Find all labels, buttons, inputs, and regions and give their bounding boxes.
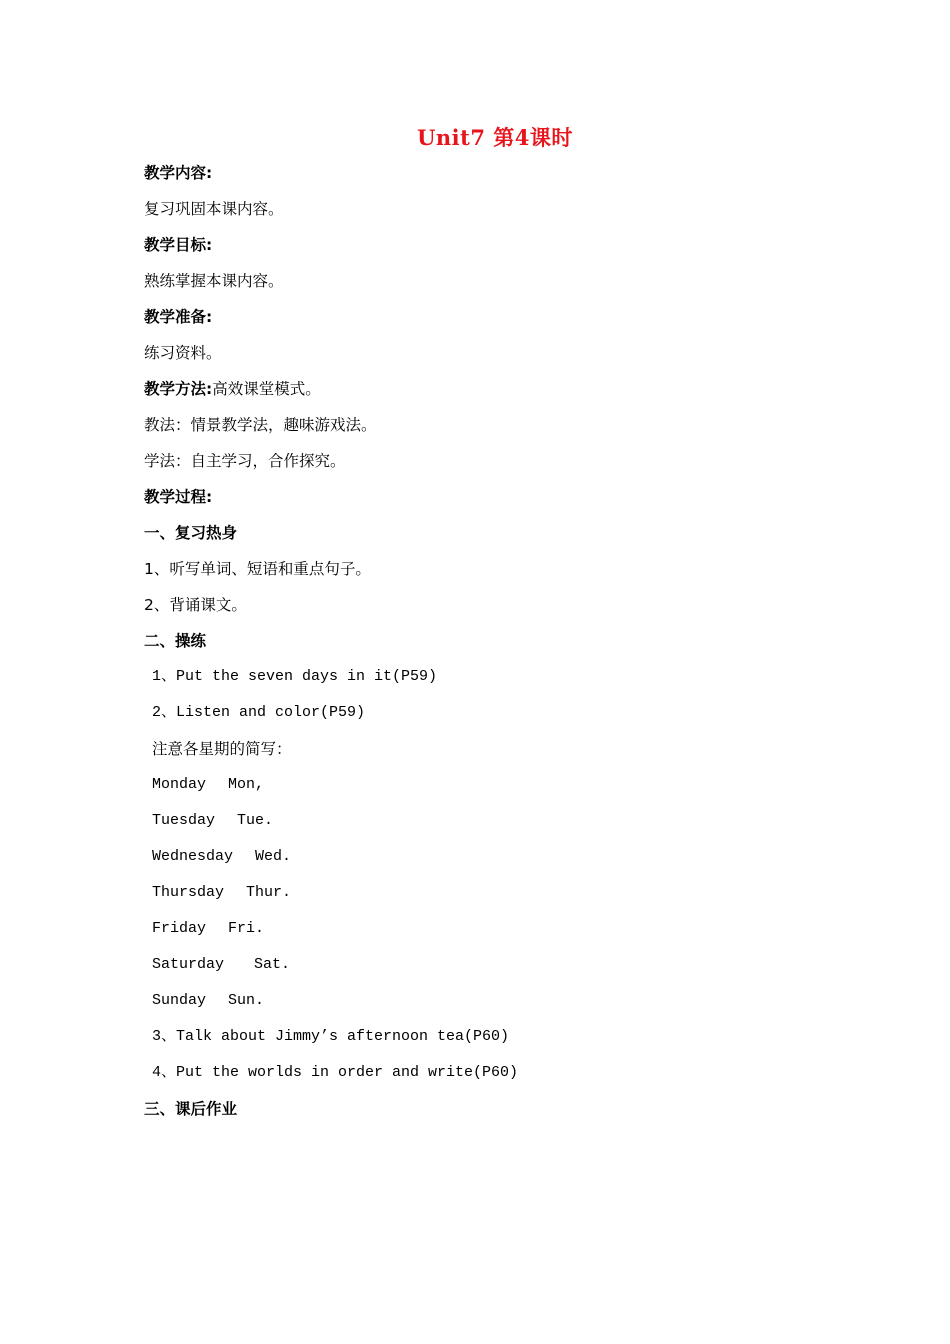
- goal-label: 教学目标:: [144, 236, 213, 254]
- part2-item-3: 3、Talk about Jimmy’s afternoon tea(P60): [152, 1028, 510, 1045]
- abbrev-note: 注意各星期的简写：: [152, 740, 292, 758]
- part2-item-2: 2、Listen and color(P59): [152, 704, 366, 721]
- day-full: Sunday: [152, 992, 207, 1009]
- day-abbr: Mon,: [228, 776, 265, 793]
- day-abbr: Sun.: [228, 992, 265, 1009]
- content-label: 教学内容:: [144, 164, 213, 182]
- part2-heading: 二、操练: [144, 632, 207, 650]
- process-label: 教学过程:: [144, 488, 213, 506]
- day-row: [152, 883, 291, 903]
- day-row: [152, 919, 264, 939]
- day-row: [152, 847, 291, 867]
- part2-item-4: 4、Put the worlds in order and write(P60): [152, 1064, 519, 1081]
- document-title: Unit7 第4课时: [417, 125, 573, 150]
- day-full: Wednesday: [152, 848, 234, 865]
- prep-text: 练习资料。: [144, 344, 222, 362]
- day-full: Monday: [152, 776, 207, 793]
- day-row: [152, 991, 264, 1011]
- day-full: Saturday: [152, 956, 225, 973]
- day-abbr: Sat.: [254, 956, 291, 973]
- part1-heading: 一、复习热身: [144, 524, 238, 542]
- day-row: [152, 811, 273, 831]
- part3-heading: 三、课后作业: [144, 1100, 238, 1118]
- day-full: Thursday: [152, 884, 225, 901]
- method-line: [144, 379, 321, 399]
- day-abbr: Tue.: [237, 812, 274, 829]
- day-abbr: Thur.: [246, 884, 292, 901]
- method-text: 高效课堂模式。: [212, 380, 321, 398]
- day-row: [152, 955, 290, 975]
- part1-item-1: 1、听写单词、短语和重点句子。: [144, 560, 371, 578]
- day-full: Friday: [152, 920, 207, 937]
- content-text: 复习巩固本课内容。: [144, 200, 284, 218]
- method-label: 教学方法:: [144, 380, 213, 398]
- day-abbr: Fri.: [228, 920, 265, 937]
- prep-label: 教学准备:: [144, 308, 213, 326]
- part1-item-2: 2、背诵课文。: [144, 596, 247, 614]
- learning-method: 学法：自主学习，合作探究。: [144, 452, 346, 470]
- day-abbr: Wed.: [255, 848, 292, 865]
- teaching-method: 教法：情景教学法，趣味游戏法。: [144, 416, 377, 434]
- part2-item-1: 1、Put the seven days in it(P59): [152, 668, 438, 685]
- day-full: Tuesday: [152, 812, 216, 829]
- goal-text: 熟练掌握本课内容。: [144, 272, 284, 290]
- day-row: [152, 775, 264, 795]
